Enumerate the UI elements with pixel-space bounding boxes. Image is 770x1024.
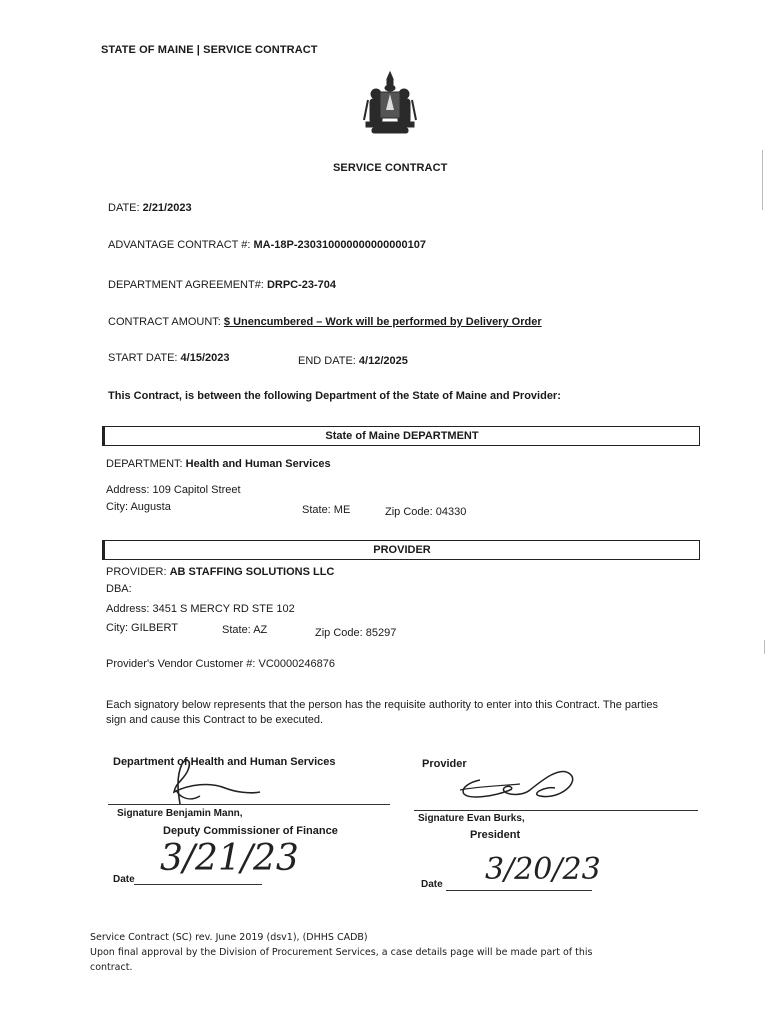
prov-date-label: Date bbox=[421, 879, 443, 890]
intro-text: This Contract, is between the following Department of the State of Maine and Provider: bbox=[108, 390, 561, 402]
signatory-text-line-2: sign and cause this Contract to be executed. bbox=[106, 714, 324, 726]
dept-agreement-label: DEPARTMENT AGREEMENT#: bbox=[108, 279, 264, 291]
provider-label: PROVIDER: bbox=[106, 566, 167, 578]
end-date-field bbox=[298, 355, 408, 367]
prov-signature-heading: Provider bbox=[422, 758, 467, 770]
department-agreement-field bbox=[108, 279, 336, 291]
prov-signer-title: President bbox=[470, 829, 521, 841]
provider-value: AB STAFFING SOLUTIONS LLC bbox=[169, 566, 335, 578]
department-address: Address: 109 Capitol Street bbox=[106, 484, 241, 496]
department-value: Health and Human Services bbox=[185, 458, 331, 470]
start-value: 4/15/2023 bbox=[180, 352, 230, 364]
prov-signature-line bbox=[414, 810, 698, 811]
end-label: END DATE: bbox=[298, 355, 356, 367]
dept-signature-handwritten bbox=[140, 752, 270, 812]
dept-signer-title: Deputy Commissioner of Finance bbox=[163, 825, 338, 837]
dept-date-line bbox=[134, 884, 262, 885]
amount-value: $ Unencumbered – Work will be performed by Delivery Order bbox=[223, 316, 542, 328]
footer-line-2: Upon final approval by the Division of Procurement Services, a case details page will be made part of this bbox=[90, 947, 593, 958]
start-date-field bbox=[108, 352, 229, 364]
amount-label: CONTRACT AMOUNT: bbox=[108, 316, 221, 328]
provider-address: Address: 3451 S MERCY RD STE 102 bbox=[106, 603, 295, 615]
department-field bbox=[106, 458, 331, 470]
footer-line-1: Service Contract (SC) rev. June 2019 (dsv1), (DHHS CADB) bbox=[90, 932, 368, 943]
provider-field bbox=[106, 566, 334, 578]
date-value: 2/21/2023 bbox=[142, 202, 192, 214]
dept-signature-heading: Department of Health and Human Services bbox=[113, 756, 336, 768]
start-label: START DATE: bbox=[108, 352, 178, 364]
department-city: City: Augusta bbox=[106, 501, 171, 513]
prov-signer-name: Signature Evan Burks, bbox=[418, 813, 525, 824]
department-zip: Zip Code: 04330 bbox=[385, 506, 467, 518]
dept-signer-name: Signature Benjamin Mann, bbox=[117, 808, 243, 819]
dept-date-handwritten: 3/21/23 bbox=[160, 838, 299, 879]
dept-agreement-value: DRPC-23-704 bbox=[266, 279, 337, 291]
prov-date-handwritten: 3/20/23 bbox=[485, 852, 601, 887]
footer-line-3: contract. bbox=[90, 962, 133, 973]
date-label: DATE: bbox=[108, 202, 140, 214]
contract-amount-field bbox=[108, 316, 542, 328]
advantage-label: ADVANTAGE CONTRACT #: bbox=[108, 239, 251, 251]
provider-state: State: AZ bbox=[222, 624, 268, 636]
provider-city: City: GILBERT bbox=[106, 622, 178, 634]
department-box-title: State of Maine DEPARTMENT bbox=[102, 426, 700, 446]
scan-artifact bbox=[764, 640, 765, 654]
signatory-text-line-1: Each signatory below represents that the person has the requisite authority to enter into this Contract. The parties bbox=[106, 699, 658, 711]
provider-dba: DBA: bbox=[106, 583, 132, 595]
provider-zip: Zip Code: 85297 bbox=[315, 627, 397, 639]
dept-date-label: Date bbox=[113, 874, 135, 885]
end-value: 4/12/2025 bbox=[358, 355, 408, 367]
advantage-contract-field bbox=[108, 239, 426, 251]
top-title: STATE OF MAINE | SERVICE CONTRACT bbox=[101, 44, 318, 56]
doc-title: SERVICE CONTRACT bbox=[333, 162, 448, 174]
prov-date-line bbox=[446, 890, 592, 891]
date-field bbox=[108, 202, 192, 214]
department-label: DEPARTMENT: bbox=[106, 458, 183, 470]
advantage-value: MA-18P-230310000000000000107 bbox=[253, 239, 426, 251]
prov-signature-handwritten bbox=[450, 760, 590, 810]
provider-box-title: PROVIDER bbox=[102, 540, 700, 560]
department-state: State: ME bbox=[302, 504, 351, 516]
maine-state-seal-icon bbox=[358, 70, 422, 140]
scan-artifact bbox=[762, 150, 763, 210]
provider-vendor-number: Provider's Vendor Customer #: VC0000246876 bbox=[106, 658, 335, 670]
